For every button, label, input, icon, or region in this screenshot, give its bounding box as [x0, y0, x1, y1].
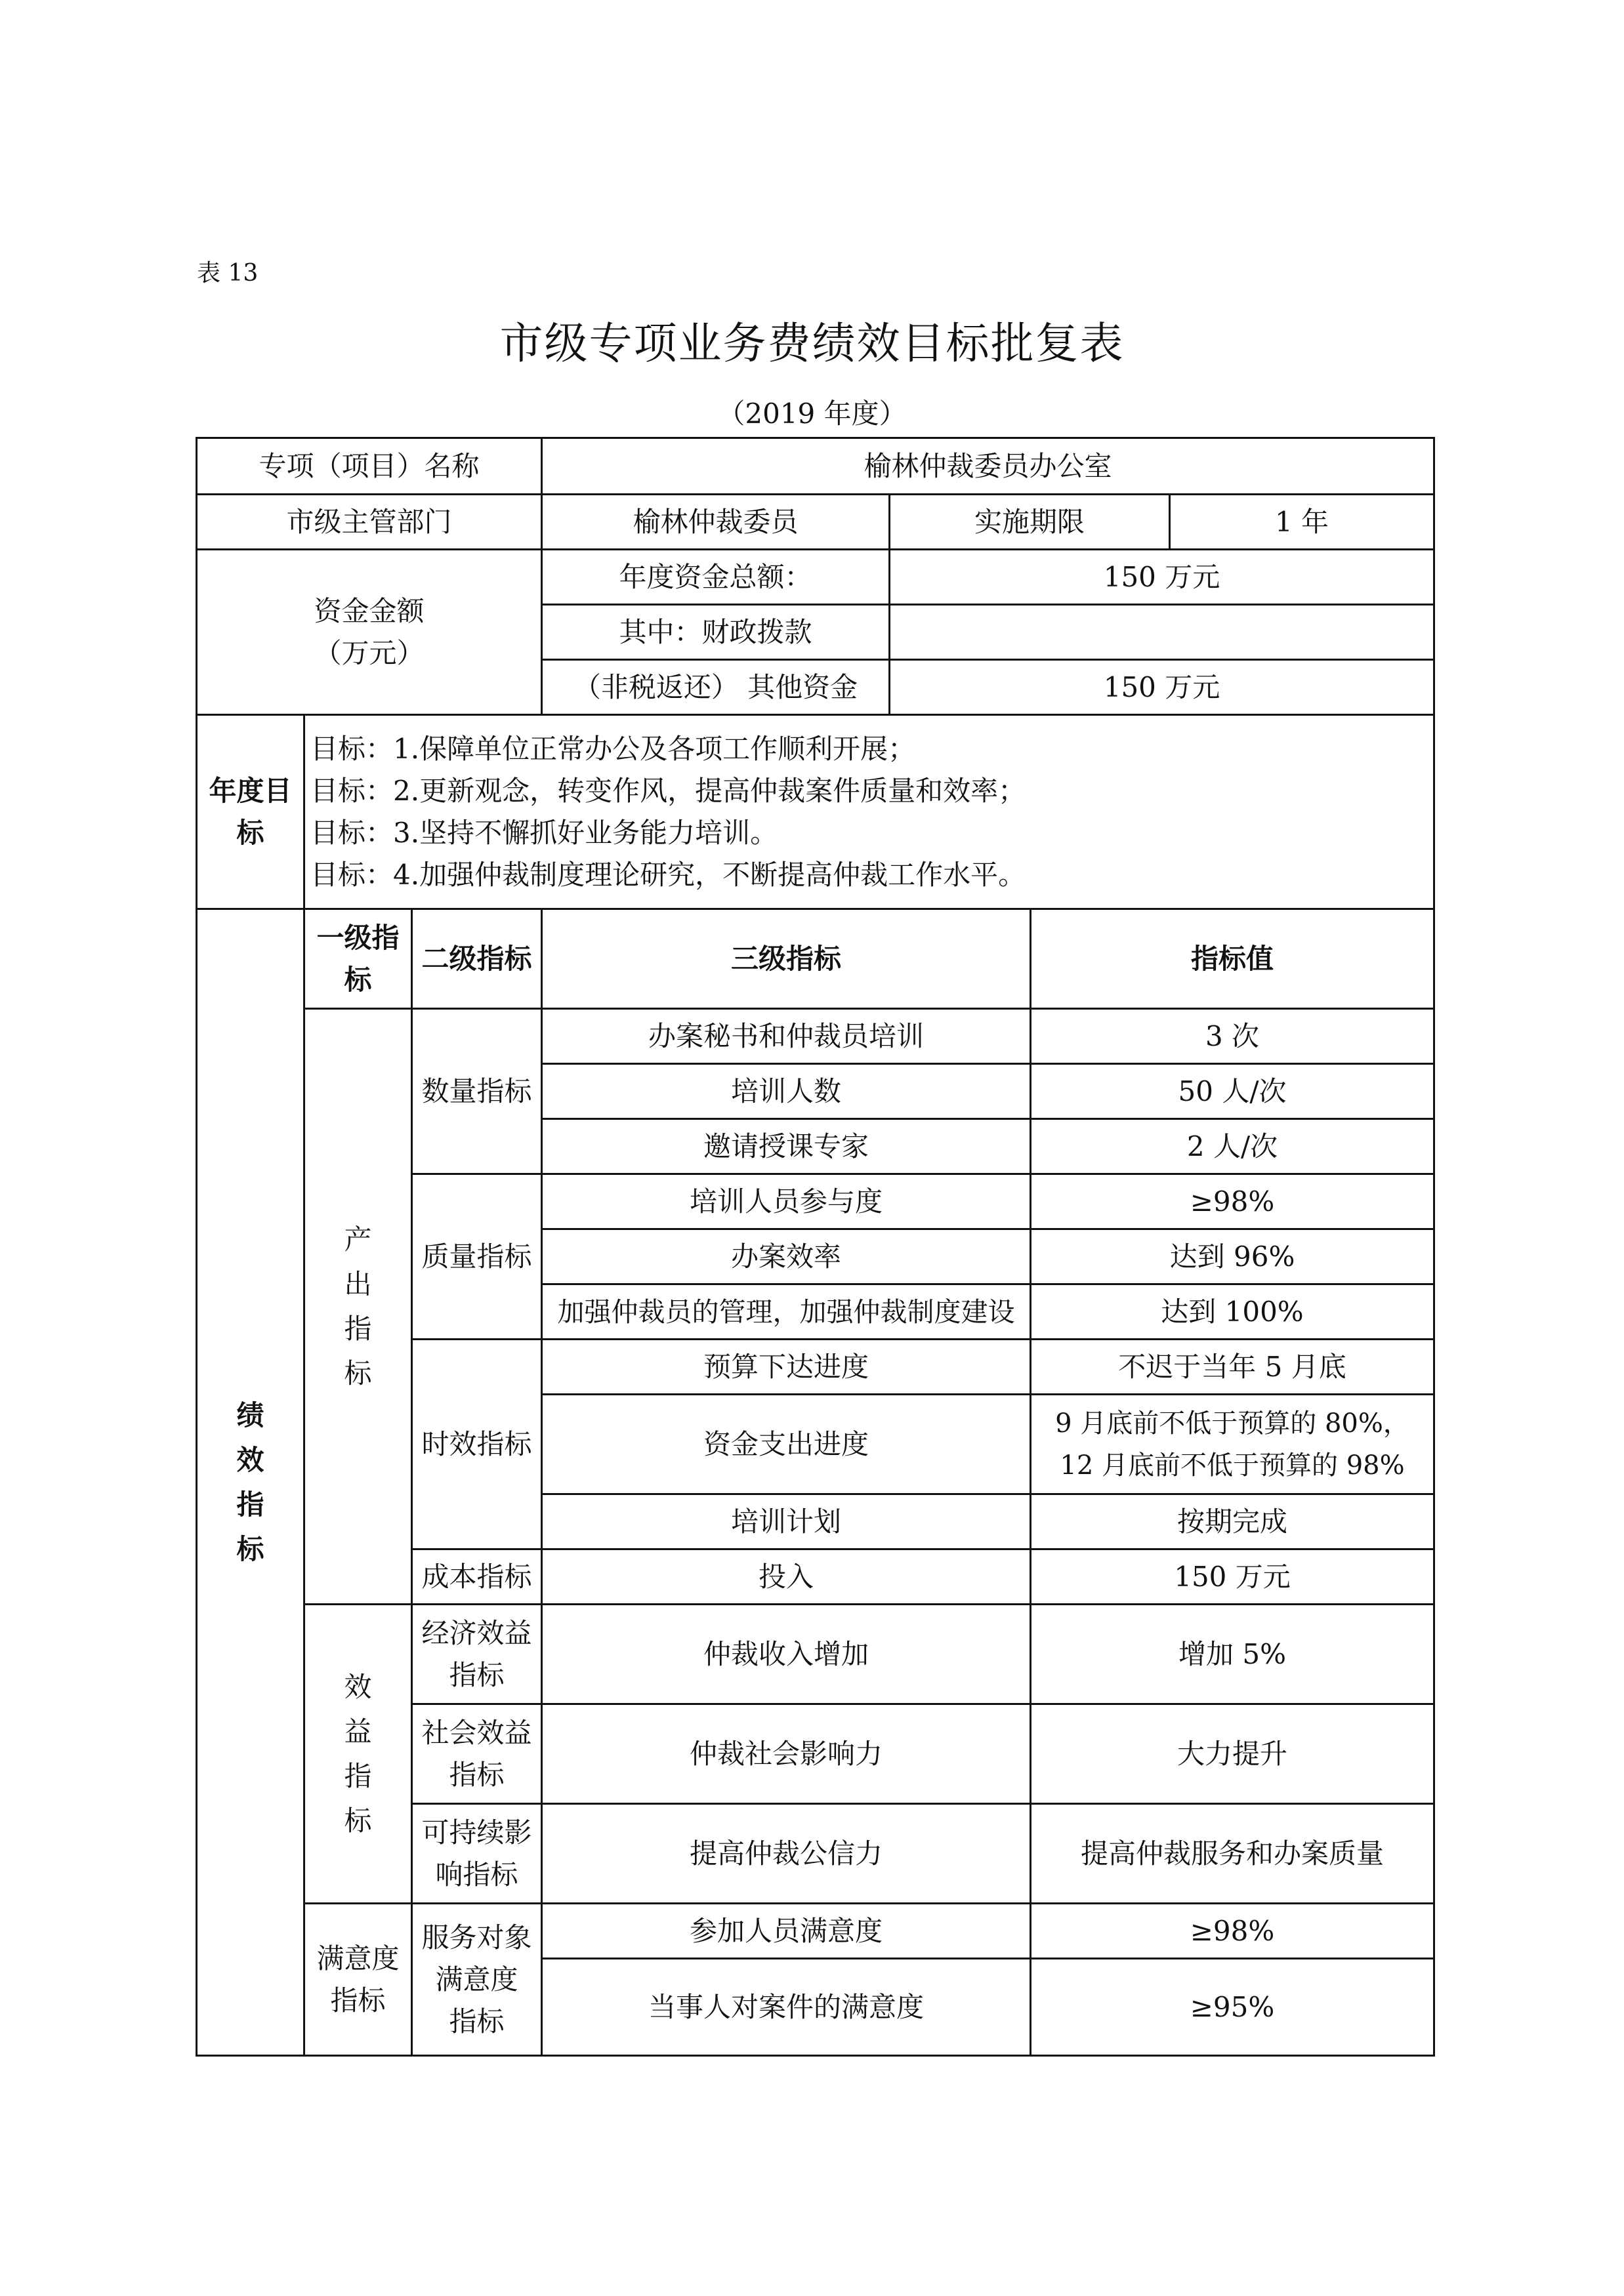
funds-label: [197, 550, 542, 715]
economic-benefit-label: [412, 1605, 542, 1704]
document-title: 市级专项业务费绩效目标批复表: [499, 318, 1125, 369]
economic-label-line: 指标: [449, 1658, 505, 1691]
output-indicators-label: [304, 1009, 412, 1605]
benefit-label-char: 益: [344, 1715, 372, 1748]
level3-header: 三级指标: [542, 909, 1031, 1009]
performance-table: [196, 437, 1435, 2057]
perf-label-char: 标: [236, 1532, 264, 1565]
service-label-line: 服务对象: [421, 1921, 532, 1954]
indicator-value: 提高仲裁服务和办案质量: [1031, 1804, 1434, 1904]
service-label-line: 指标: [449, 2005, 505, 2038]
department-label: 市级主管部门: [197, 495, 542, 550]
indicator-name: 办案秘书和仲裁员培训: [542, 1009, 1031, 1064]
annual-goals-label-line-2: 标: [236, 816, 264, 849]
indicator-name: 当事人对案件的满意度: [542, 1959, 1031, 2056]
table-row: [197, 1904, 1434, 1959]
fiscal-funds-label: 其中：财政拨款: [542, 605, 890, 660]
indicator-name: 培训计划: [542, 1494, 1031, 1549]
period-label: 实施期限: [890, 495, 1170, 550]
indicator-value: 不迟于当年 5 月底: [1031, 1340, 1434, 1395]
service-label-line: 满意度: [435, 1963, 518, 1996]
social-benefit-label: [412, 1704, 542, 1804]
goal-line-4: 目标：4.加强仲裁制度理论研究，不断提高仲裁工作水平。: [310, 858, 1026, 891]
output-label-char: 标: [344, 1357, 372, 1389]
indicator-value: 增加 5%: [1031, 1605, 1434, 1704]
indicator-name: 仲裁社会影响力: [542, 1704, 1031, 1804]
indicator-value: 达到 100%: [1031, 1284, 1434, 1340]
indicator-value: 达到 96%: [1031, 1229, 1434, 1284]
indicator-value: 按期完成: [1031, 1494, 1434, 1549]
benefit-label-char: 标: [344, 1804, 372, 1837]
other-funds-value: 150 万元: [890, 660, 1434, 715]
output-label-char: 出: [344, 1267, 372, 1300]
table-number: 表 13: [197, 260, 259, 287]
service-satisfaction-label: [412, 1904, 542, 2056]
annual-goals-label: [197, 715, 304, 909]
row-department: [197, 495, 1434, 550]
indicator-name: 提高仲裁公信力: [542, 1804, 1031, 1904]
sustainable-impact-label: [412, 1804, 542, 1904]
indicator-name: 邀请授课专家: [542, 1119, 1031, 1174]
table-row: [197, 1009, 1434, 1064]
row-funds-total: [197, 550, 1434, 605]
level1-header-line: 标: [344, 963, 372, 996]
value-header: 指标值: [1031, 909, 1434, 1009]
total-funds-label: 年度资金总额：: [542, 550, 890, 605]
document-year: （2019 年度）: [717, 398, 907, 430]
indicator-name: 办案效率: [542, 1229, 1031, 1284]
funds-label-line-2: （万元）: [314, 636, 425, 669]
fiscal-funds-value: [890, 605, 1434, 660]
timeliness-indicators-label: 时效指标: [412, 1340, 542, 1549]
project-name-value: 榆林仲裁委员办公室: [542, 438, 1434, 495]
indicator-name: 仲裁收入增加: [542, 1605, 1031, 1704]
department-value: 榆林仲裁委员: [542, 495, 890, 550]
indicator-value: 3 次: [1031, 1009, 1434, 1064]
goal-line-2: 目标：2.更新观念，转变作风，提高仲裁案件质量和效率；: [310, 774, 1026, 807]
goal-line-1: 目标：1.保障单位正常办公及各项工作顺利开展；: [310, 732, 916, 765]
annual-goals-label-line-1: 年度目: [209, 774, 292, 807]
level1-header-line: 一级指: [316, 921, 400, 954]
other-funds-label: （非税返还） 其他资金: [542, 660, 890, 715]
cost-indicators-label: 成本指标: [412, 1549, 542, 1605]
sustain-label-line: 可持续影: [421, 1816, 532, 1849]
indicator-name: 培训人数: [542, 1064, 1031, 1119]
indicator-value: 150 万元: [1031, 1549, 1434, 1605]
indicator-value: ≥95%: [1031, 1959, 1434, 2056]
indicator-name: 资金支出进度: [542, 1395, 1031, 1494]
indicator-value: [1031, 1395, 1434, 1494]
goal-line-3: 目标：3.坚持不懈抓好业务能力培训。: [310, 816, 778, 849]
indicator-value: ≥98%: [1031, 1904, 1434, 1959]
satisfaction-label-line: 指标: [330, 1984, 386, 2017]
indicator-value-line: 9 月底前不低于预算的 80%，: [1055, 1408, 1409, 1439]
level1-header: [304, 909, 412, 1009]
indicator-value: 2 人/次: [1031, 1119, 1434, 1174]
output-label-char: 指: [344, 1312, 372, 1345]
period-value: 1 年: [1170, 495, 1434, 550]
project-name-label: 专项（项目）名称: [197, 438, 542, 495]
annual-goals-content: [304, 715, 1434, 909]
indicator-name: 参加人员满意度: [542, 1904, 1031, 1959]
indicator-value: 大力提升: [1031, 1704, 1434, 1804]
row-project-name: [197, 438, 1434, 495]
perf-label-char: 绩: [236, 1399, 264, 1431]
funds-label-line-1: 资金金额: [314, 594, 425, 627]
indicator-name: 培训人员参与度: [542, 1174, 1031, 1229]
satisfaction-label-line: 满意度: [316, 1942, 400, 1975]
benefit-label-char: 指: [344, 1759, 372, 1792]
sustain-label-line: 响指标: [435, 1858, 518, 1891]
row-annual-goals: [197, 715, 1434, 909]
benefit-indicators-label: [304, 1605, 412, 1904]
perf-indicators-label: [197, 909, 304, 2056]
quantity-indicators-label: 数量指标: [412, 1009, 542, 1174]
output-label-char: 产: [344, 1223, 372, 1256]
indicator-name: 预算下达进度: [542, 1340, 1031, 1395]
quality-indicators-label: 质量指标: [412, 1174, 542, 1340]
indicator-value: 50 人/次: [1031, 1064, 1434, 1119]
perf-label-char: 效: [236, 1443, 264, 1476]
satisfaction-indicators-label: [304, 1904, 412, 2056]
table-row: [197, 1605, 1434, 1704]
perf-label-char: 指: [236, 1488, 264, 1521]
indicator-name: 投入: [542, 1549, 1031, 1605]
social-label-line: 社会效益: [421, 1716, 532, 1749]
social-label-line: 指标: [449, 1758, 505, 1791]
level2-header: 二级指标: [412, 909, 542, 1009]
total-funds-value: 150 万元: [890, 550, 1434, 605]
indicator-name: 加强仲裁员的管理，加强仲裁制度建设: [542, 1284, 1031, 1340]
economic-label-line: 经济效益: [421, 1616, 532, 1649]
row-perf-header: [197, 909, 1434, 1009]
indicator-value: ≥98%: [1031, 1174, 1434, 1229]
indicator-value-line: 12 月底前不低于预算的 98%: [1060, 1450, 1405, 1481]
benefit-label-char: 效: [344, 1670, 372, 1703]
